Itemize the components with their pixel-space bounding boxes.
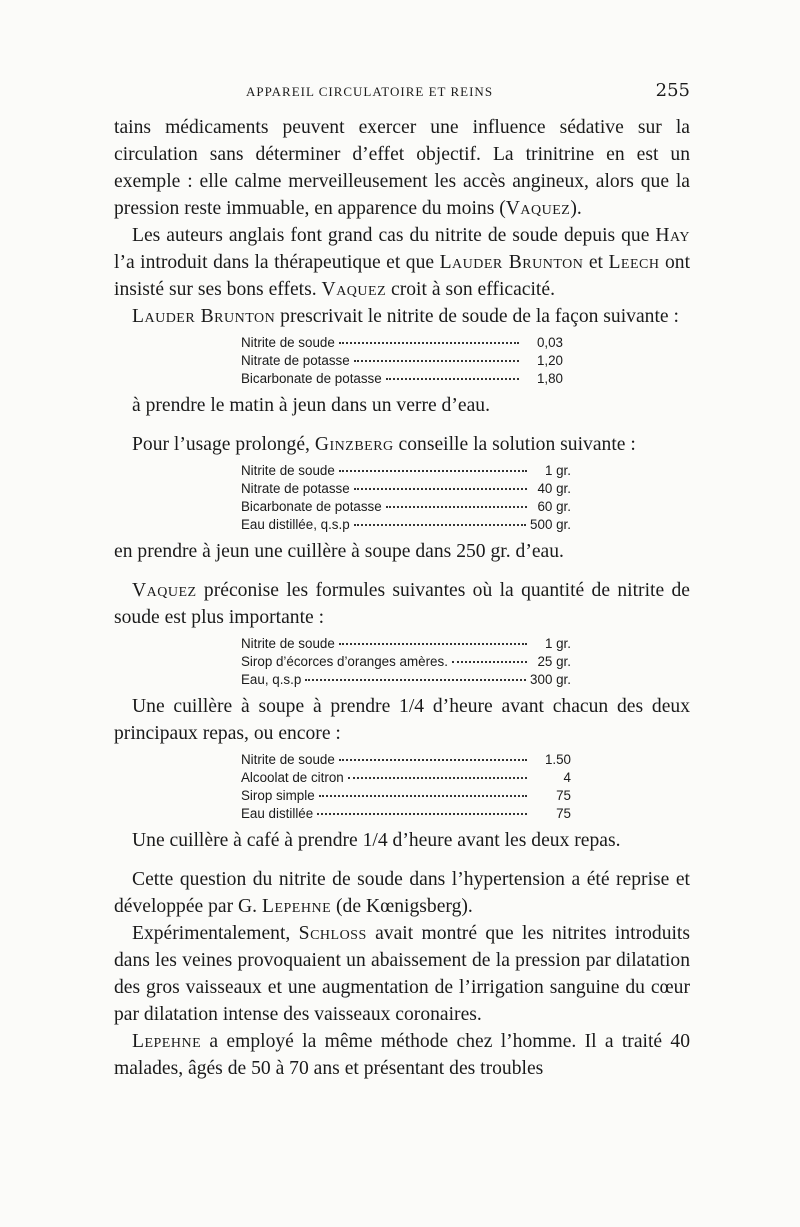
formula-row: Nitrite de soude 1 gr. (241, 463, 571, 478)
author-name: Vaquez (132, 580, 197, 601)
author-name: Lepehne (132, 1031, 202, 1052)
prescription-formula-2 (241, 462, 571, 534)
formula-row: Eau, q.s.p 300 gr. (241, 672, 571, 687)
formula-row: Bicarbonate de potasse 60 gr. (241, 499, 571, 514)
prescription-formula-3 (241, 635, 571, 689)
paragraph-6: en prendre à jeun une cuillère à soupe dans 250 gr. d’eau. (114, 541, 564, 562)
paragraph-9: Une cuillère à café à prendre 1/4 d’heure avant les deux repas. (132, 830, 621, 851)
paragraph-4: à prendre le matin à jeun dans un verre d’eau. (132, 395, 490, 416)
paragraph-1: tains médicaments peuvent exercer une influence sédative sur la circulation sans déterminer d’effet objectif. La trinitrine en est un exemple : elle calme merveilleusement les accès angineux, alors que la pression reste immuable, en apparence du moins (Vaquez). (114, 117, 690, 219)
paragraph-10: Cette question du nitrite de soude dans l’hypertension a été reprise et développée par G. Lepehne (de Kœnigsberg). (114, 869, 690, 917)
prescription-formula-4 (241, 751, 571, 823)
formula-row: Nitrate de potasse 40 gr. (241, 481, 571, 496)
paragraph-8: Une cuillère à soupe à prendre 1/4 d’heure avant chacun des deux principaux repas, ou encore : (114, 696, 690, 744)
page-number: 255 (655, 80, 690, 101)
formula-row: Sirop simple 75 (241, 788, 571, 803)
running-title: APPAREIL CIRCULATOIRE ET REINS (246, 84, 494, 99)
author-name: Lauder Brunton (439, 252, 584, 273)
paragraph-5: Pour l’usage prolongé, Ginzberg conseille la solution suivante : (132, 434, 636, 455)
paragraph-3: Lauder Brunton prescrivait le nitrite de soude de la façon suivante : (132, 306, 679, 327)
formula-row: Alcoolat de citron 4 (241, 770, 571, 785)
author-name: Schloss (298, 923, 367, 944)
paragraph-7: Vaquez préconise les formules suivantes où la quantité de nitrite de soude est plus importante : (114, 580, 690, 628)
formula-row: Nitrate de potasse 1,20 (241, 353, 563, 368)
formula-row: Sirop d’écorces d’oranges amères. 25 gr. (241, 654, 571, 669)
author-name: Ginzberg (314, 434, 394, 455)
author-name: Vaquez (505, 198, 571, 219)
author-name: Lepehne (261, 896, 332, 917)
author-name: Vaquez (321, 279, 387, 300)
paragraph-12: Lepehne a employé la même méthode chez l’homme. Il a traité 40 malades, âgés de 50 à 70 ans et présentant des troubles (114, 1031, 690, 1079)
author-name: Lauder Brunton (132, 306, 276, 327)
formula-row: Nitrite de soude 0,03 (241, 335, 563, 350)
formula-row: Eau distillée, q.s.p 500 gr. (241, 517, 571, 532)
paragraph-11: Expérimentalement, Schloss avait montré que les nitrites introduits dans les veines provoquaient un abaissement de la pression par dilatation des gros vaisseaux et une augmentation de l’irrigation sanguine du cœur par dilatation intense des vaisseaux coronaires. (114, 923, 690, 1025)
paragraph-2: Les auteurs anglais font grand cas du nitrite de soude depuis que Hay l’a introduit dans la thérapeutique et que Lauder Brunton et Leech ont insisté sur ses bons effets. Vaquez croit à son efficacité. (114, 225, 691, 300)
prescription-formula-1 (241, 334, 563, 388)
page-header (114, 80, 690, 104)
author-name: Leech (608, 252, 660, 273)
formula-row: Nitrite de soude 1 gr. (241, 636, 571, 651)
book-page (114, 80, 690, 1082)
author-name: Hay (655, 225, 690, 246)
formula-row: Nitrite de soude 1.50 (241, 752, 571, 767)
formula-row: Eau distillée 75 (241, 806, 571, 821)
formula-row: Bicarbonate de potasse 1,80 (241, 371, 563, 386)
